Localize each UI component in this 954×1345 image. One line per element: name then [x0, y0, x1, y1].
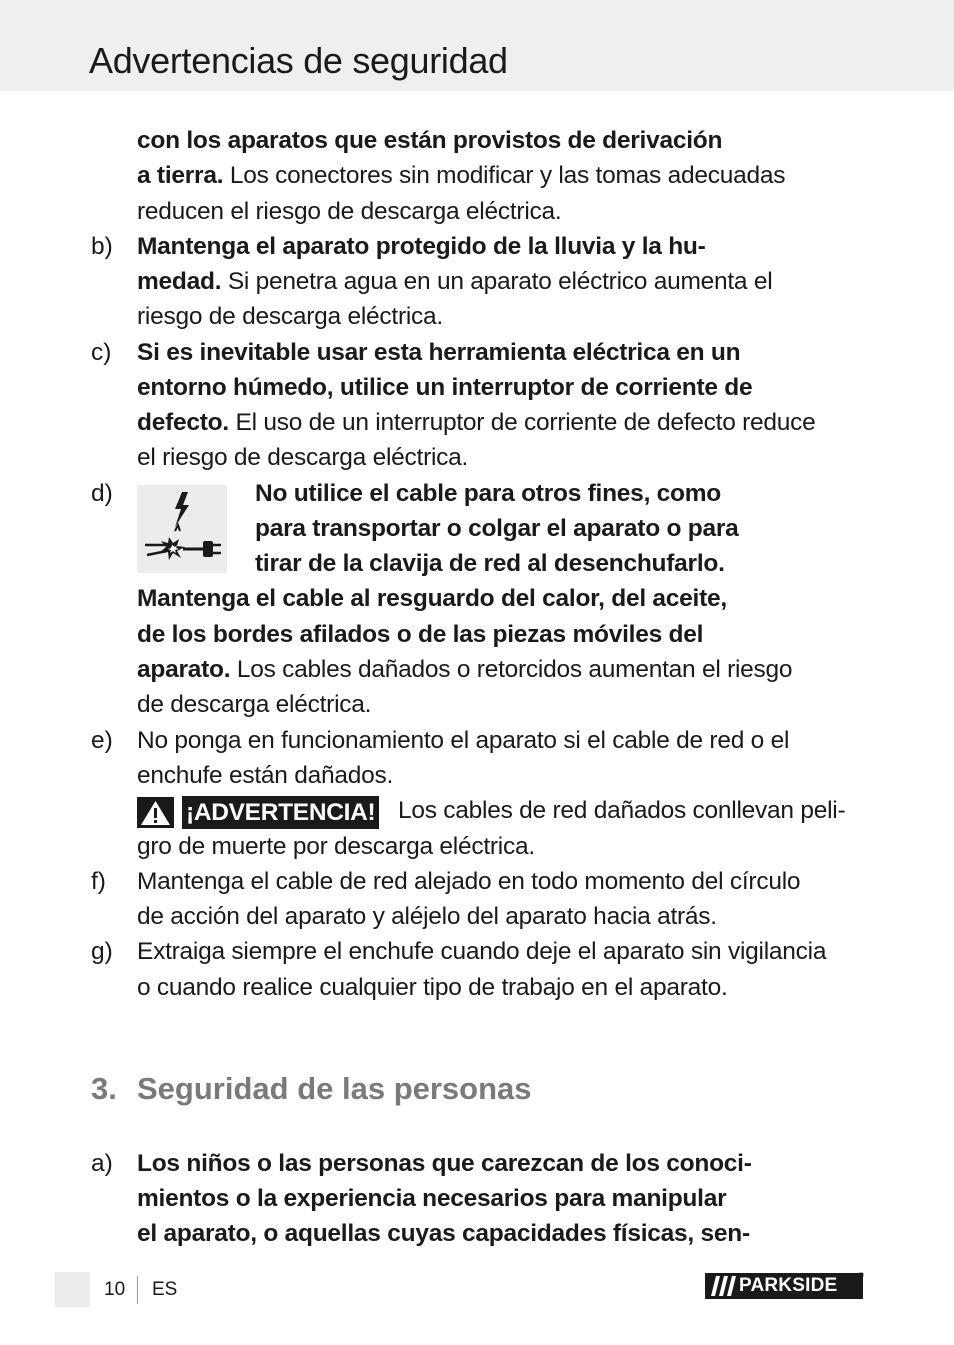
text-line: riesgo de descarga eléctrica.: [137, 303, 443, 330]
page-number: 10: [104, 1279, 126, 1300]
text-line: para transportar o colgar el aparato o para: [255, 515, 739, 542]
text-line: No utilice el cable para otros fines, como: [255, 480, 722, 507]
text-line: Los cables de red dañados conllevan peli-: [398, 797, 846, 824]
text-line: Mantenga el cable de red alejado en todo momento del círculo: [137, 868, 801, 895]
text-line: mientos o la experiencia necesarios para manipular: [137, 1185, 727, 1212]
text-line: de acción del aparato y aléjelo del aparato hacia atrás.: [137, 903, 717, 930]
text-line: Mantenga el cable al resguardo del calor, del aceite,: [137, 585, 727, 612]
language-code: ES: [152, 1279, 178, 1300]
text-line: reducen el riesgo de descarga eléctrica.: [137, 198, 562, 225]
text-line: de descarga eléctrica.: [137, 691, 372, 718]
list-marker: d): [91, 480, 113, 507]
list-marker: g): [91, 938, 113, 965]
text-line: Si es inevitable usar esta herramienta eléctrica en un: [137, 339, 741, 366]
text-line: o cuando realice cualquier tipo de trabajo en el aparato.: [137, 974, 728, 1001]
text-line: Mantenga el aparato protegido de la lluvia y la hu-: [137, 233, 706, 260]
text-line: con los aparatos que están provistos de derivación: [137, 127, 723, 154]
text-line: gro de muerte por descarga eléctrica.: [137, 833, 535, 860]
text-line: de los bordes afilados o de las piezas móviles del: [137, 621, 704, 648]
section-heading: 3. Seguridad de las personas: [91, 1071, 532, 1106]
text-line: a tierra. Los conectores sin modificar y las tomas adecuadas: [137, 162, 786, 189]
footer-tab: [55, 1272, 90, 1307]
text-line: el aparato, o aquellas cuyas capacidades físicas, sen-: [137, 1220, 750, 1247]
registered-mark: ®: [858, 1271, 864, 1280]
text-line: enchufe están dañados.: [137, 762, 394, 789]
logo-stripes-icon: [711, 1276, 737, 1296]
parkside-logo: [705, 1273, 863, 1299]
list-marker: b): [91, 233, 113, 260]
damaged-cable-shock-icon: [137, 485, 227, 573]
text-line: tirar de la clavija de red al desenchufarlo.: [255, 550, 725, 577]
text-line: Los niños o las personas que carezcan de los conoci-: [137, 1150, 752, 1177]
footer-divider: [137, 1276, 138, 1304]
text-line: entorno húmedo, utilice un interruptor de corriente de: [137, 374, 753, 401]
logo-text: PARKSIDE: [739, 1275, 838, 1296]
text-line: aparato. Los cables dañados o retorcidos aumentan el riesgo: [137, 656, 793, 683]
warning-label: ¡ADVERTENCIA!: [182, 796, 379, 829]
text-line: el riesgo de descarga eléctrica.: [137, 444, 469, 471]
text-line: Extraiga siempre el enchufe cuando deje el aparato sin vigilancia: [137, 938, 827, 965]
text-line: No ponga en funcionamiento el aparato si el cable de red o el: [137, 727, 790, 754]
list-marker: a): [91, 1150, 113, 1177]
text-line: medad. Si penetra agua en un aparato eléctrico aumenta el: [137, 268, 773, 295]
text-line: defecto. El uso de un interruptor de corriente de defecto reduce: [137, 409, 816, 436]
list-marker: c): [91, 339, 112, 366]
page-title: Advertencias de seguridad: [89, 40, 508, 81]
list-marker: e): [91, 727, 113, 754]
list-marker: f): [91, 868, 106, 895]
warning-triangle-icon: [137, 797, 174, 828]
